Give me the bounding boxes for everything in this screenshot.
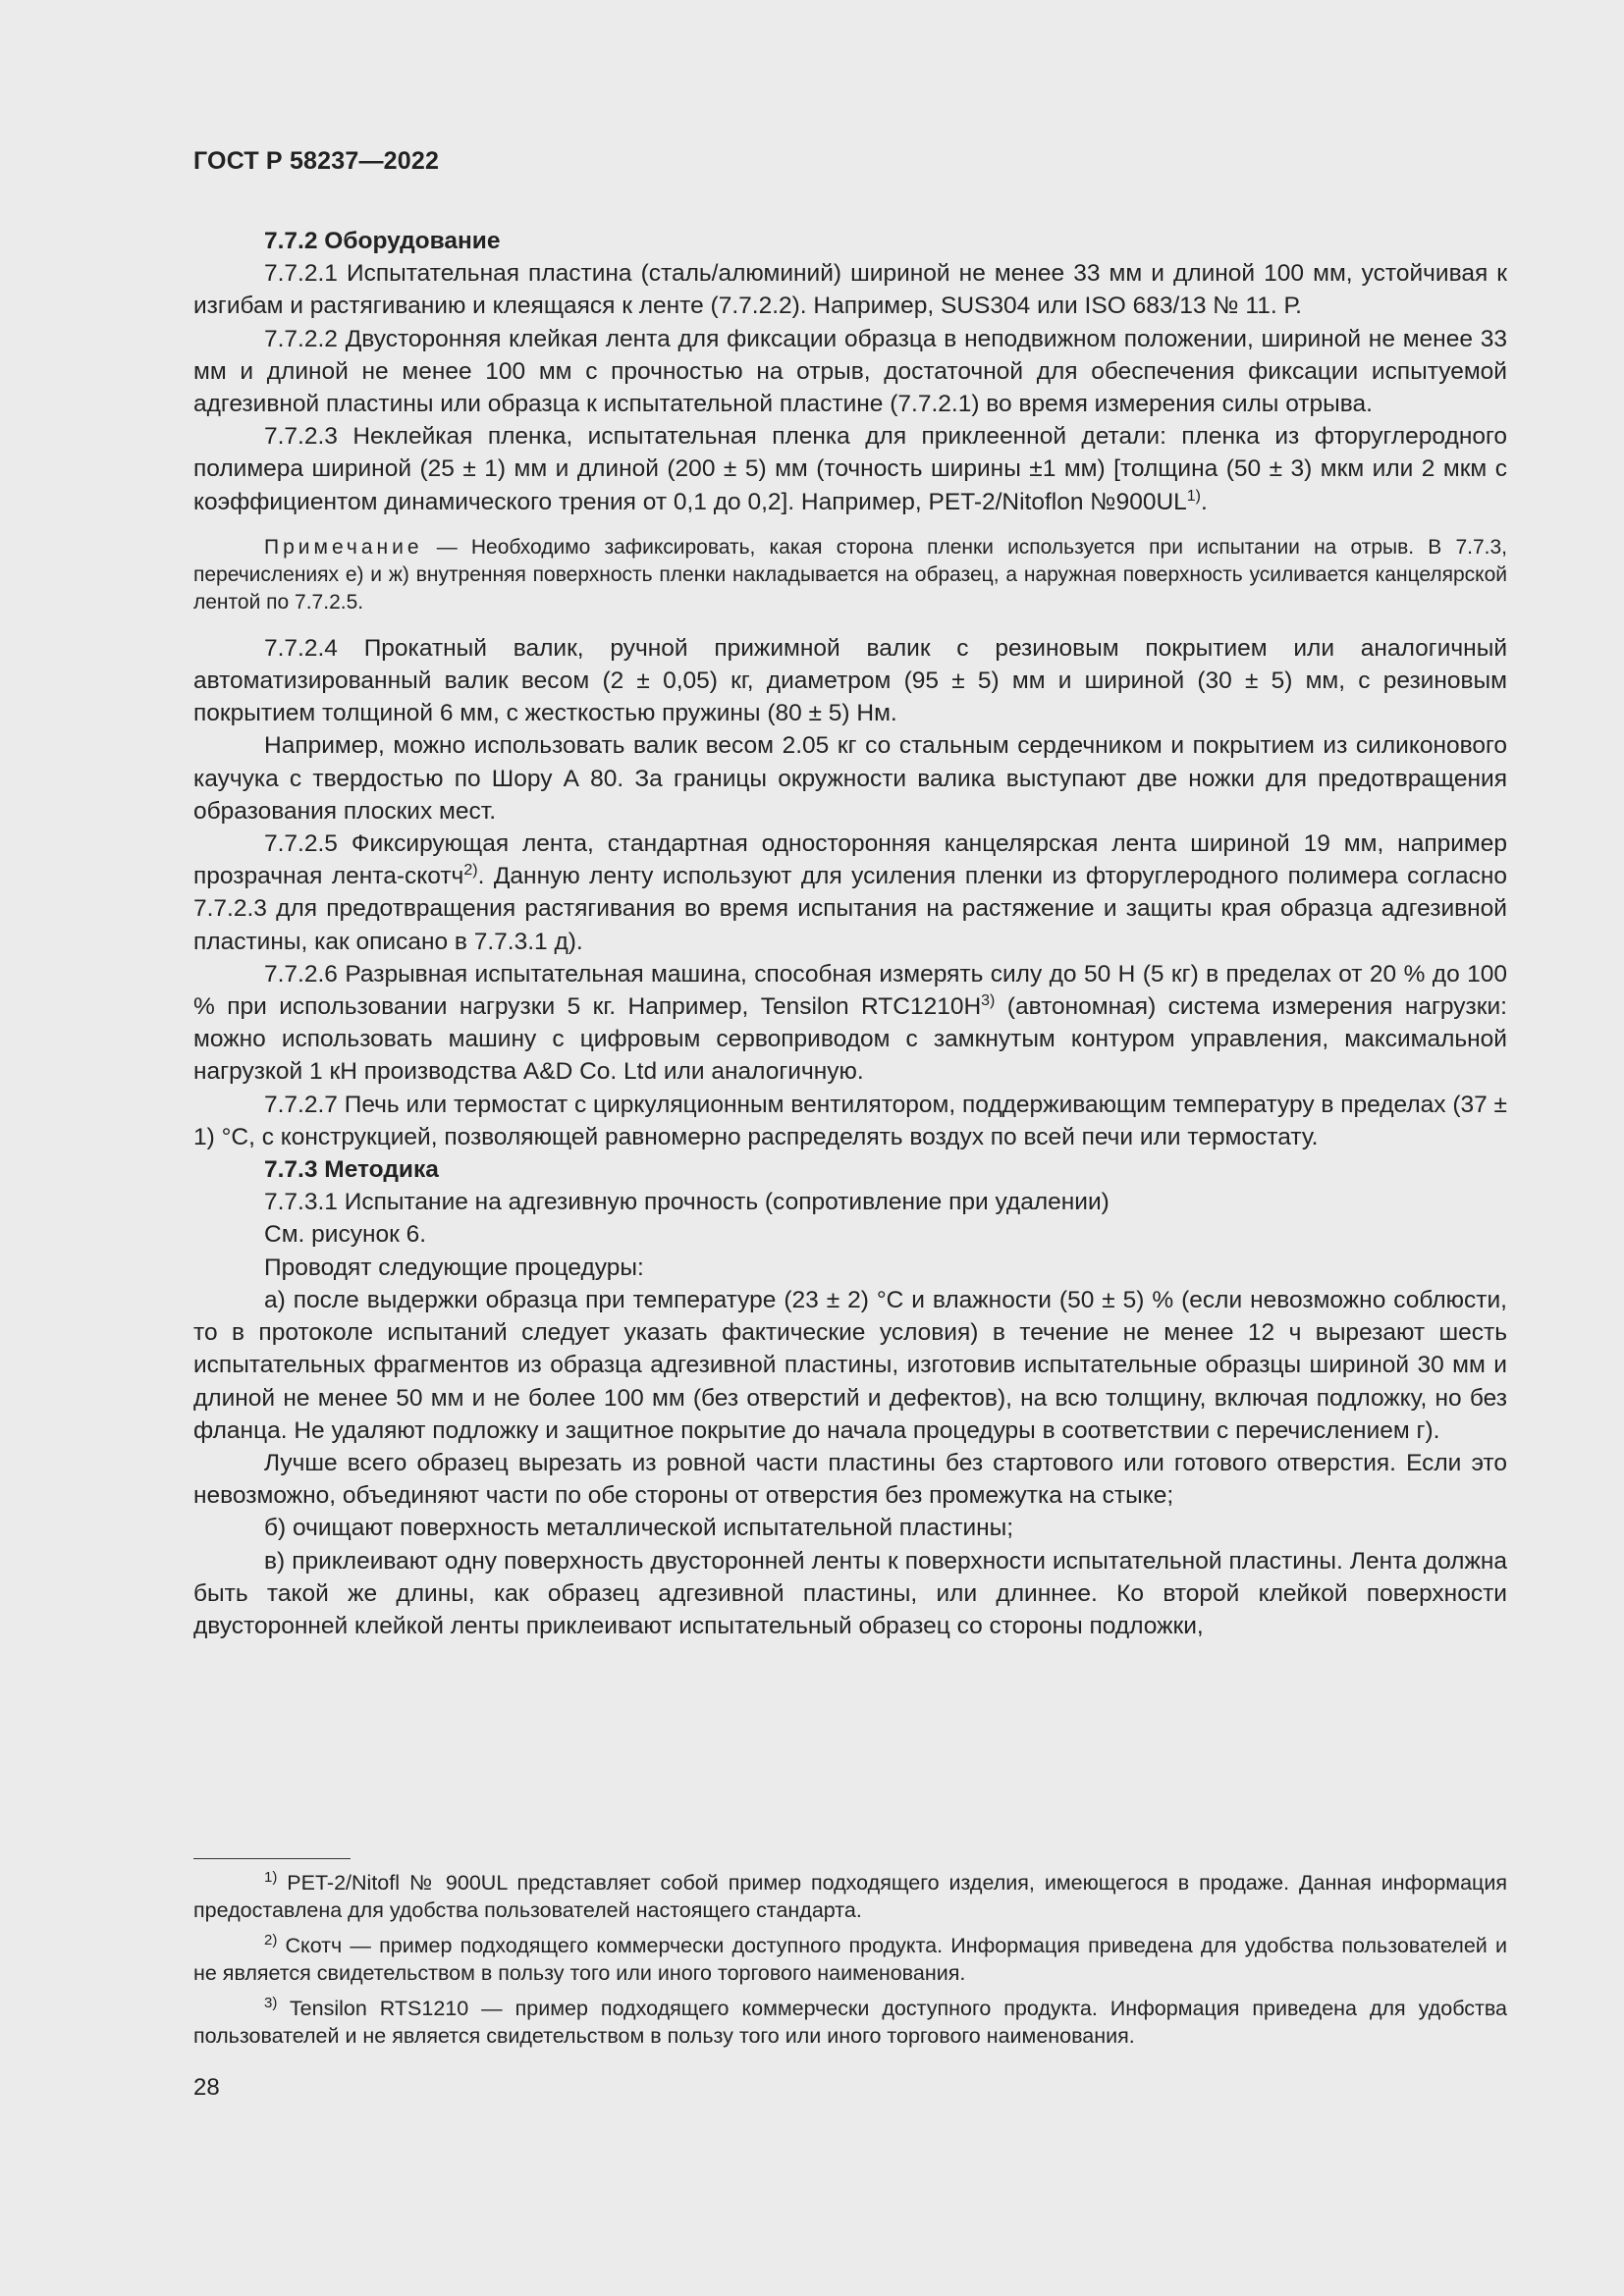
paragraph-7-7-2-4: 7.7.2.4 Прокатный валик, ручной прижимной валик с резиновым покрытием или аналогичный автоматизированный валик весом (2 ± 0,05) кг, диаметром (95 ± 5) мм и шириной (30 ± 5) мм, с резиновым покрытием толщиной 6 мм, с жесткостью пружины (80 ± 5) Нм. bbox=[193, 634, 1507, 727]
paragraph-cutting-advice: Лучше всего образец вырезать из ровной части пластины без стартового или готового отверстия. Если это невозможно, объединяют части по обе стороны от отверстия без промежутка на стыке; bbox=[193, 1449, 1507, 1510]
paragraph-text: 7.7.2.3 Неклейкая пленка, испытательная пленка для приклеенной детали: пленка из фторуглеродного полимера шириной (25 ± 1) мм и длиной (200 ± 5) мм (точность ширины ±1 мм) [толщина (50 ± 3) мкм или 2 мкм с коэффициентом динамического трения от 0,1 до 0,2]. Например, PET-2/Nitoflon №900UL bbox=[193, 423, 1507, 515]
footnote-1 bbox=[193, 1869, 1507, 1924]
paragraph-7-7-2-2: 7.7.2.2 Двусторонняя клейкая лента для фиксации образца в неподвижном положении, шириной не менее 33 мм и длиной не менее 100 мм с прочностью на отрыв, достаточной для обеспечения фиксации испытуемой адгезивной пластины или образца к испытательной пластине (7.7.2.1) во время измерения силы отрыва. bbox=[193, 325, 1507, 418]
section-heading-7-7-2: 7.7.2 Оборудование bbox=[264, 228, 501, 254]
list-item-a: а) после выдержки образца при температуре (23 ± 2) °С и влажности (50 ± 5) % (если невозможно соблюсти, то в протоколе испытаний следует указать фактические условия) в течение не менее 12 ч вырезают шесть испытательных фрагментов из образца адгезивной пластины, изготовив испытательные образцы шириной 30 мм и длиной не менее 50 мм и не более 100 мм (без отверстий и дефектов), на всю толщину, включая подложку, но без фланца. Не удаляют подложку и защитное покрытие до начала процедуры в соответствии с перечислением г). bbox=[193, 1286, 1507, 1444]
footnote-ref-2: 2) bbox=[463, 862, 478, 880]
footnote-2 bbox=[193, 1932, 1507, 1987]
footnote-mark: 3) bbox=[264, 1994, 278, 2011]
paragraph-7-7-2-5 bbox=[193, 828, 1507, 958]
footnote-text: Скотч — пример подходящего коммерчески доступного продукта. Информация приведена для удобства пользователей и не является свидетельством в пользу того или иного торгового наименования. bbox=[193, 1934, 1507, 1985]
footnote-text: Tensilon RTS1210 — пример подходящего коммерчески доступного продукта. Информация приведена для удобства пользователей и не является свидетельством в пользу того или иного торгового наименования. bbox=[193, 1997, 1507, 2048]
section-heading-7-7-3: 7.7.3 Методика bbox=[264, 1156, 439, 1184]
paragraph-figure-ref: См. рисунок 6. bbox=[264, 1221, 427, 1249]
footnote-text: PET-2/Nitofl № 900UL представляет собой пример подходящего изделия, имеющегося в продаже. Данная информация предоставлена для удобства пользователей настоящего стандарта. bbox=[193, 1871, 1507, 1922]
paragraph-text: 7.7.2.6 Разрывная испытательная машина, способная измерять силу до 50 Н (5 кг) в пределах от 20 % до 100 % при использовании нагрузки 5 кг. Например, Tensilon RTC1210H bbox=[193, 960, 1507, 1021]
list-item-b: б) очищают поверхность металлической испытательной пластины; bbox=[264, 1515, 1014, 1542]
note bbox=[193, 534, 1507, 616]
main-content bbox=[193, 225, 1507, 1642]
paragraph-text-cont: . Данную ленту используют для усиления пленки из фторуглеродного полимера согласно 7.7.2.3 для предотвращения растягивания во время испытания на растяжение и защиты края образца адгезивной пластины, как описано в 7.7.3.1 д). bbox=[193, 863, 1507, 955]
paragraph-example-roller: Например, можно использовать валик весом 2.05 кг со стальным сердечником и покрытием из силиконового каучука с твердостью по Шору А 80. За границы окружности валика выступают две ножки для предотвращения образования плоских мест. bbox=[193, 732, 1507, 825]
footnote-mark: 2) bbox=[264, 1931, 278, 1949]
paragraph-7-7-2-7: 7.7.2.7 Печь или термостат с циркуляционным вентилятором, поддерживающим температуру в пределах (37 ± 1) °С, с конструкцией, позволяющей равномерно распределять воздух по всей печи или термостату. bbox=[193, 1091, 1507, 1150]
paragraph-7-7-2-1: 7.7.2.1 Испытательная пластина (сталь/алюминий) шириной не менее 33 мм и длиной 100 мм, устойчивая к изгибам и растягиванию и клеящаяся к ленте (7.7.2.2). Например, SUS304 или ISO 683/13 № 11. Р. bbox=[193, 260, 1507, 320]
paragraph-procedures-intro: Проводят следующие процедуры: bbox=[264, 1254, 644, 1281]
footnote-mark: 1) bbox=[264, 1868, 278, 1886]
note-label: Примечание bbox=[264, 535, 423, 559]
list-item-c: в) приклеивают одну поверхность двусторонней ленты к поверхности испытательной пластины. Лента должна быть такой же длины, как образец адгезивной пластины, или длиннее. Ко второй клейкой поверхности двусторонней клейкой ленты приклеивают испытательный образец со стороны подложки, bbox=[193, 1547, 1507, 1639]
footnotes bbox=[193, 1858, 1507, 2057]
paragraph-7-7-2-6 bbox=[193, 958, 1507, 1089]
document-header: ГОСТ Р 58237—2022 bbox=[193, 147, 440, 175]
note-text: — Необходимо зафиксировать, какая сторона пленки используется при испытании на отрыв. В 7.7.3, перечислениях е) и ж) внутренняя поверхность пленки накладывается на образец, а наружная поверхность усиливается канцелярской лентой по 7.7.2.5. bbox=[193, 535, 1507, 614]
paragraph-text-cont: (автономная) система измерения нагрузки: можно использовать машину с цифровым сервоприводом с замкнутым контуром управления, максимальной нагрузкой 1 кН производства A&D Co. Ltd или аналогичную. bbox=[193, 993, 1507, 1086]
footnote-ref-1: 1) bbox=[1186, 487, 1202, 505]
paragraph-7-7-2-3 bbox=[193, 420, 1507, 518]
footnote-separator bbox=[193, 1858, 351, 1859]
paragraph-text: 7.7.2.5 Фиксирующая лента, стандартная односторонняя канцелярская лента шириной 19 мм, например прозрачная лента-скотч bbox=[193, 830, 1507, 890]
paragraph-end: . bbox=[1201, 488, 1208, 515]
paragraph-7-7-3-1: 7.7.3.1 Испытание на адгезивную прочность (сопротивление при удалении) bbox=[264, 1189, 1110, 1216]
footnote-ref-3: 3) bbox=[981, 991, 996, 1009]
page-number: 28 bbox=[193, 2074, 220, 2101]
footnote-3 bbox=[193, 1995, 1507, 2050]
